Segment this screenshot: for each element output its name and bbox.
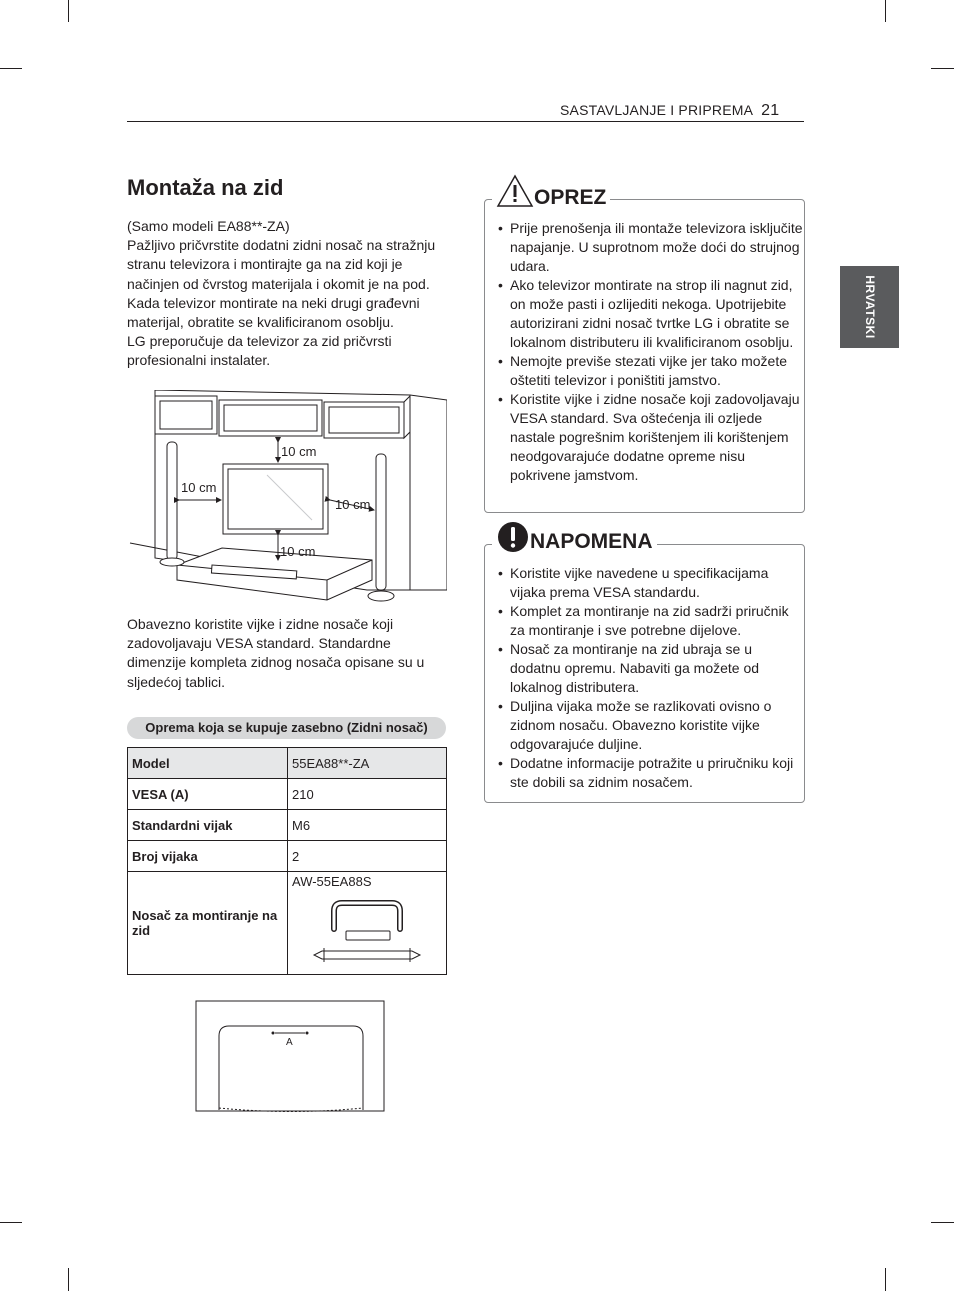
table-row [128, 810, 447, 841]
table-key: Model [128, 748, 288, 779]
bracket-spec-table [127, 747, 447, 975]
intro-line: LG preporučuje da televizor za zid pričvrsti profesionalni instalater. [127, 333, 392, 369]
table-row [128, 872, 447, 975]
crop-mark [68, 1268, 69, 1291]
caution-item: • Koristite vijke i zidne nosače koji zadovoljavaju VESA standard. Sva oštećenja ili ozljede nastale pogrešnim korištenjem ili korištenjem neodgovarajuće dodatne opreme nisu pokrivene jamstvom. [485, 390, 804, 485]
crop-mark [931, 1222, 954, 1223]
wall-mount-clearance-illustration [127, 390, 447, 605]
header-rule [127, 121, 804, 122]
crop-mark [0, 68, 22, 69]
caution-item: • Prije prenošenja ili montaže televizora isključite napajanje. U suprotnom može doći do strujnog udara. [485, 219, 804, 276]
note-box [484, 544, 805, 803]
language-tab [840, 266, 899, 348]
table-key: Broj vijaka [128, 841, 288, 872]
section-name: SASTAVLJANJE I PRIPREMA [560, 102, 754, 118]
table-value: 2 [288, 841, 447, 872]
clearance-label-top: 10 cm [281, 444, 317, 459]
intro-line: Kada televizor montirate na neki drugi građevni materijal, obratite se kvalificiranom osoblju. [127, 294, 420, 331]
crop-mark [68, 0, 69, 22]
table-key: Standardni vijak [128, 810, 288, 841]
table-value-with-image [288, 872, 447, 975]
clearance-label-right: 10 cm [335, 497, 371, 512]
caution-title: OPREZ [534, 186, 607, 209]
table-value: M6 [288, 810, 447, 841]
intro-text [127, 217, 447, 371]
crop-mark [0, 1222, 22, 1223]
note-item: • Dodatne informacije potražite u priručniku koji ste dobili sa zidnim nosačem. [485, 754, 804, 792]
caution-heading [492, 174, 610, 210]
page-title: Montaža na zid [127, 175, 284, 200]
table-row [128, 779, 447, 810]
note-item: • Komplet za montiranje na zid sadrži priručnik za montiranje i sve potrebne dijelove. [485, 602, 804, 640]
table-value: 55EA88**-ZA [288, 748, 447, 779]
caution-item: • Nemojte previše stezati vijke jer tako možete oštetiti televizor i poništiti jamstvo. [485, 352, 804, 390]
clearance-label-bottom: 10 cm [280, 544, 316, 559]
clearance-label-left: 10 cm [181, 480, 217, 495]
caution-box [484, 199, 805, 513]
note-heading [492, 520, 657, 554]
caution-item: • Ako televizor montirate na strop ili nagnut zid, on može pasti i ozlijediti nekoga. Upotrijebite autorizirani zidni nosač tvrtke LG i obratite se lokalnom distributeru ili kvalificiranom osoblju. [485, 276, 804, 352]
table-row [128, 841, 447, 872]
table-caption: Oprema koja se kupuje zasebno (Zidni nosač) [127, 717, 446, 739]
warning-triangle-icon [496, 174, 534, 208]
table-key: Nosač za montiranje na zid [128, 872, 288, 975]
note-item: • Nosač za montiranje na zid ubraja se u dodatnu opremu. Nabaviti ga možete od lokalnog distributera. [485, 640, 804, 697]
table-row [128, 748, 447, 779]
intro-line: Pažljivo pričvrstite dodatni zidni nosač na stražnju stranu televizora i montirajte ga na zid koji je načinjen od čvrstog materijala i okomit je na pod. [127, 237, 436, 292]
vesa-paragraph: Obavezno koristite vijke i zidne nosače koji zadovoljavaju VESA standard. Standardne dimenzije kompleta zidnog nosača opisane su u sljedećoj tablici. [127, 616, 425, 690]
crop-mark [885, 0, 886, 22]
vesa-dimension-illustration [195, 1000, 387, 1115]
table-key: VESA (A) [128, 779, 288, 810]
table-value: 210 [288, 779, 447, 810]
wall-bracket-illustration [292, 891, 442, 971]
page-number: 21 [761, 102, 780, 119]
table-value: AW-55EA88S [292, 874, 372, 889]
exclamation-circle-icon [496, 520, 530, 554]
running-header [560, 102, 779, 120]
caution-list [485, 219, 804, 485]
intro-line: (Samo modeli EA88**-ZA) [127, 218, 290, 234]
crop-mark [885, 1268, 886, 1291]
vesa-a-label: A [286, 1037, 293, 1048]
language-tab-label: HRVATSKI [862, 275, 877, 339]
note-item: • Duljina vijaka može se razlikovati ovisno o zidnom nosaču. Obavezno koristite vijke odgovarajuće duljine. [485, 697, 804, 754]
note-list [485, 564, 804, 792]
crop-mark [931, 68, 954, 69]
note-title: NAPOMENA [530, 530, 653, 553]
note-item: • Koristite vijke navedene u specifikacijama vijaka prema VESA standardu. [485, 564, 804, 602]
